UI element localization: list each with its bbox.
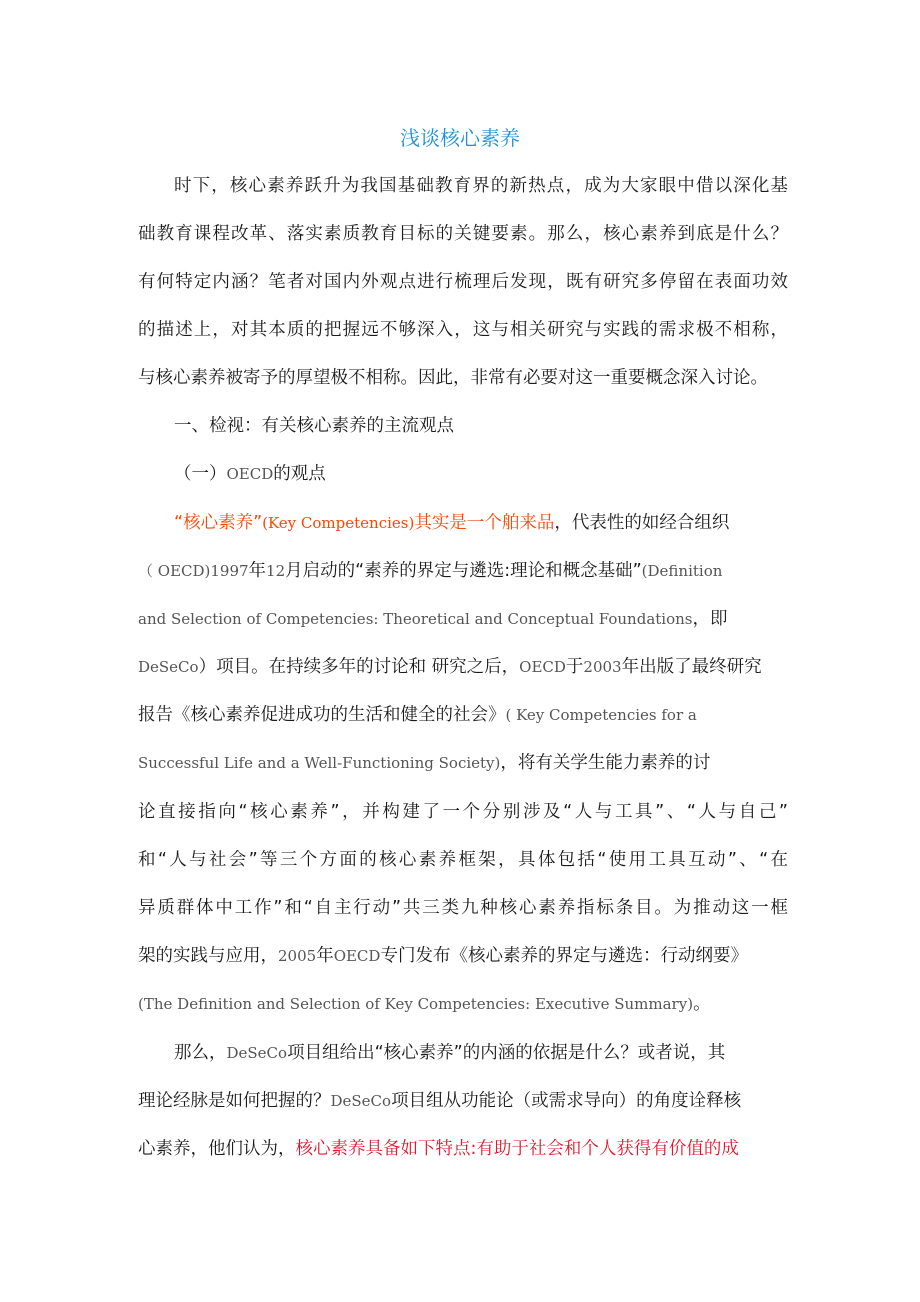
paragraph-line: 础教育课程改革、落实素质教育目标的关键要素。那么，核心素养到底是什么？ <box>138 224 788 244</box>
paragraph-line: 那么，DeSeCo项目组给出“核心素养”的内涵的依据是什么？或者说，其 <box>174 1043 726 1063</box>
section-heading: 一、检视：有关核心素养的主流观点 <box>174 416 454 436</box>
paragraph-line: 心素养，他们认为，核心素养具备如下特点:有助于社会和个人获得有价值的成 <box>138 1139 739 1159</box>
highlight-text: 核心素养具备如下特点:有助于社会和个人获得有价值的成 <box>295 1139 739 1159</box>
subsection-heading: （一）OECD的观点 <box>174 464 326 484</box>
document-title: 浅谈核心素养 <box>400 126 520 150</box>
paragraph-line: 论直接指向“核心素养”，并构建了一个分别涉及“人与工具”、“人与自己” <box>138 802 788 822</box>
paragraph-line: 理论经脉是如何把握的？DeSeCo项目组从功能论（或需求导向）的角度诠释核 <box>138 1091 742 1111</box>
paragraph-line: 与核心素养被寄予的厚望极不相称。因此，非常有必要对这一重要概念深入讨论。 <box>138 368 768 388</box>
paragraph-line: and Selection of Competencies: Theoretical and Conceptual Foundations，即 <box>138 609 728 629</box>
paragraph-line: Successful Life and a Well-Functioning Society)，将有关学生能力素养的讨 <box>138 753 711 773</box>
paragraph-line: “核心素养”(Key Competencies)其实是一个舶来品，代表性的如经合组织 <box>174 513 730 533</box>
paragraph-line: (The Definition and Selection of Key Competencies: Executive Summary)。 <box>138 994 711 1014</box>
paragraph-line: （ OECD)1997年12月启动的“素养的界定与遴选:理论和概念基础”(Definition <box>138 561 723 581</box>
paragraph-line: 时下，核心素养跃升为我国基础教育界的新热点，成为大家眼中借以深化基 <box>174 176 788 196</box>
paragraph-line: 和“人与社会”等三个方面的核心素养框架，具体包括“使用工具互动”、“在 <box>138 850 788 870</box>
paragraph-line: 异质群体中工作”和“自主行动”共三类九种核心素养指标条目。为推动这一框 <box>138 898 788 918</box>
paragraph-line: 架的实践与应用，2005年OECD专门发布《核心素养的界定与遴选：行动纲要》 <box>138 946 748 966</box>
highlight-text: “核心素养” <box>174 513 263 533</box>
paragraph-line: 报告《核心素养促进成功的生活和健全的社会》( Key Competencies for a <box>138 705 697 725</box>
paragraph-line: 有何特定内涵？笔者对国内外观点进行梳理后发现，既有研究多停留在表面功效 <box>138 272 788 292</box>
paragraph-line: DeSeCo）项目。在持续多年的讨论和 研究之后，OECD于2003年出版了最终研究 <box>138 657 762 677</box>
paragraph-line: 的描述上，对其本质的把握远不够深入，这与相关研究与实践的需求极不相称， <box>138 320 788 340</box>
